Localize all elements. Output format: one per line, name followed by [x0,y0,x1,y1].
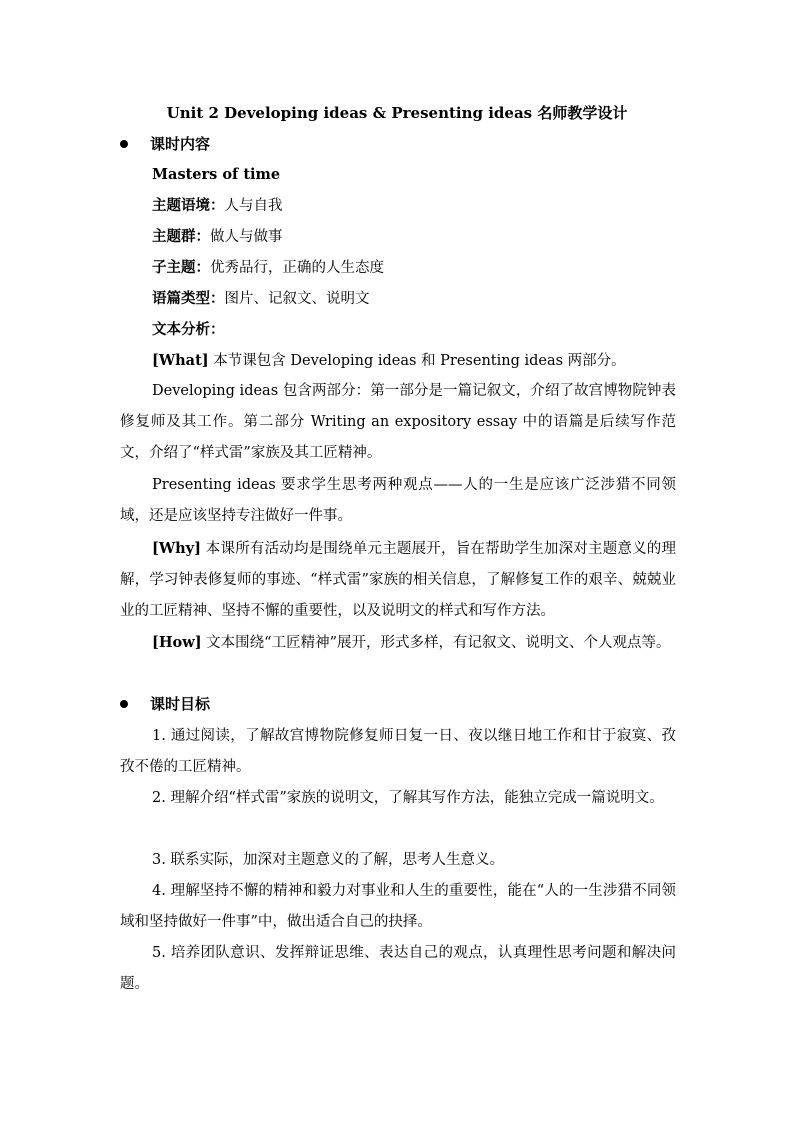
goal-item: 5. 培养团队意识、发挥辩证思维、表达自己的观点，认真理性思考问题和解决问题。 [120,945,676,992]
text-analysis-label: 文本分析： [152,321,225,338]
text-type: 语篇类型：图片、记叙文、说明文 [152,290,370,307]
bullet-icon [120,700,128,708]
goal-item: 4. 理解坚持不懈的精神和毅力对事业和人生的重要性，能在“人的一生涉猎不同领域和坚持做好一件事”中，做出适合自己的抉择。 [120,883,676,930]
developing-paragraph: Developing ideas 包含两部分：第一部分是一篇记叙文，介绍了故宫博物院钟表修复师及其工作。第二部分 Writing an expository essay 中的语篇是后续写作范文，介绍了“样式雷”家族及其工匠精神。 [120,383,676,461]
document-title: Unit 2 Developing ideas & Presenting ideas 名师教学设计 [166,104,628,122]
bullet-icon [120,140,128,148]
subtopic: 子主题：优秀品行，正确的人生态度 [152,259,384,276]
presenting-paragraph: Presenting ideas 要求学生思考两种观点——人的一生是应该广泛涉猎不同领域，还是应该坚持专注做好一件事。 [120,477,676,524]
theme-context: 主题语境：人与自我 [152,197,283,214]
lesson-topic: Masters of time [152,166,281,183]
how-paragraph: [How] 文本围绕“工匠精神”展开，形式多样，有记叙文、说明文、个人观点等。 [152,634,671,651]
goal-item: 2. 理解介绍“样式雷”家族的说明文，了解其写作方法，能独立完成一篇说明文。 [152,790,664,806]
theme-group: 主题群：做人与做事 [152,228,283,245]
goal-item: 3. 联系实际，加深对主题意义的了解，思考人生意义。 [152,852,504,868]
what-paragraph: [What] 本节课包含 Developing ideas 和 Presenting ideas 两部分。 [152,352,626,369]
goal-item: 1. 通过阅读，了解故宫博物院修复师日复一日、夜以继日地工作和甘于寂寞、孜孜不倦的工匠精神。 [120,728,676,775]
document-page: Unit 2 Developing ideas & Presenting ideas 名师教学设计 课时内容 Masters of time 主题语境：人与自我 主题群：做人与做事 子主题：优秀品行，正确的人生态度 语篇类型：图片、记叙文、说明文 文本分析： [What] 本节课包含 Developing ideas 和 Presenting ideas 两部分。 Developing ideas 包含两部分：第一部分是一篇记叙文，介绍了故宫博物院钟表修复师及其工作。第二部分 Writing an expository essay 中的语篇是后续写作范文，介绍了“样式雷”家族及其工匠精神。 Presenting ideas 要求学生思考两种观点——人的一生是应该广泛涉猎不同领域，还是应该坚持专注做好一件事。 [Why] 本课所有活动均是围绕单元主题展开，旨在帮助学生加深对主题意义的理解，学习钟表修复师的事迹、“样式雷”家族的相关信息，了解修复工作的艰辛、兢兢业业的工匠精神、坚持不懈的重要性，以及说明文的样式和写作方法。 [How] 文本围绕“工匠精神”展开，形式多样，有记叙文、说明文、个人观点等。 课时目标 1. 通过阅读，了解故宫博物院修复师日复一日、夜以继日地工作和甘于寂寞、孜孜不倦的工匠精神。 2. 理解介绍“样式雷”家族的说明文，了解其写作方法，能独立完成一篇说明文。 3. 联系实际，加深对主题意义的了解，思考人生意义。 4. 理解坚持不懈的精神和毅力对事业和人生的重要性，能在“人的一生涉猎不同领域和坚持做好一件事”中，做出适合自己的抉择。 5. 培养团队意识、发挥辩证思维、表达自己的观点，认真理性思考问题和解决问题。 [0,0,794,1123]
why-paragraph: [Why] 本课所有活动均是围绕单元主题展开，旨在帮助学生加深对主题意义的理解，学习钟表修复师的事迹、“样式雷”家族的相关信息，了解修复工作的艰辛、兢兢业业的工匠精神、坚持不懈的重要性，以及说明文的样式和写作方法。 [120,540,676,619]
